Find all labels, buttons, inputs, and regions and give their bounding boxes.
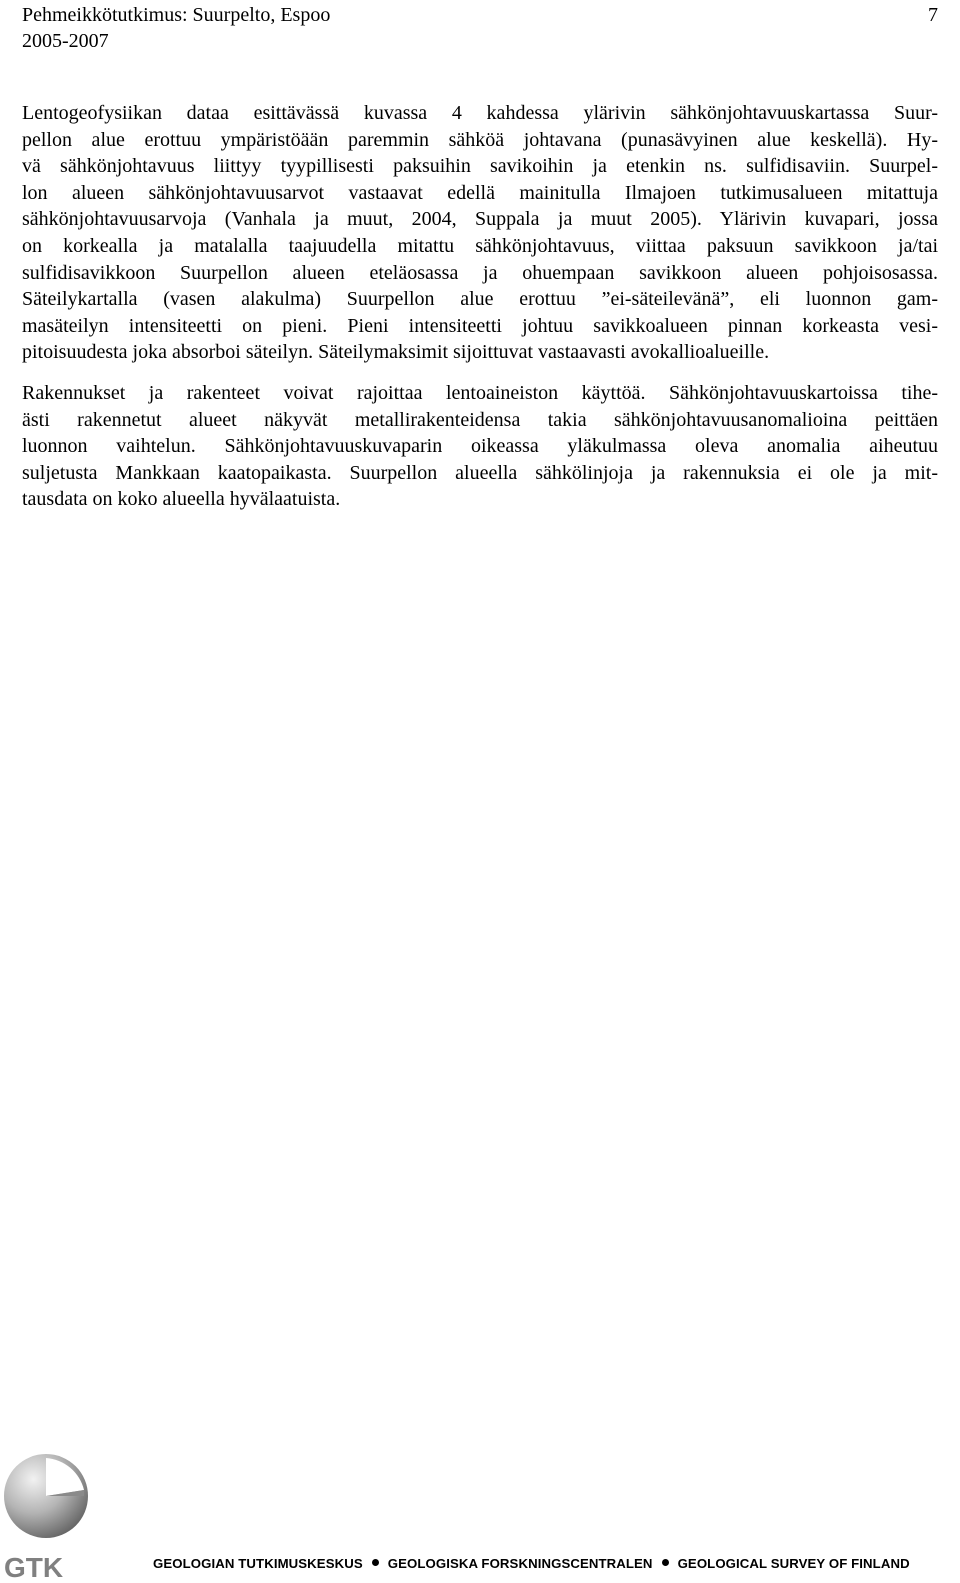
text-line: on korkealla ja matalalla taajuudella mitattu sähkönjohtavuus, viittaa paksuun savikkoon ja/tai: [22, 234, 938, 257]
text-line: tausdata on koko alueella hyvälaatuista.: [22, 488, 341, 511]
date-range: 2005-2007: [22, 30, 109, 52]
text-line: Lentogeofysiikan dataa esittävässä kuvassa 4 kahdessa ylärivin sähkönjohtavuuskartassa Suur-: [22, 102, 938, 124]
logo-text: GTK: [4, 1552, 64, 1583]
organization-names: [153, 1556, 943, 1571]
org-name-finnish: GEOLOGIAN TUTKIMUSKESKUS: [153, 1556, 363, 1571]
org-name-english: GEOLOGICAL SURVEY OF FINLAND: [677, 1556, 910, 1571]
org-name-swedish: GEOLOGISKA FORSKNINGSCENTRALEN: [387, 1556, 653, 1571]
page-footer: [0, 1450, 960, 1583]
text-line: Rakennukset ja rakenteet voivat rajoittaa lentoaineiston käyttöä. Sähkönjohtavuuskartoissa tihe-: [22, 381, 938, 404]
text-line: masäteilyn intensiteetti on pieni. Pieni intensiteetti johtuu savikkoalueen pinnan korkeasta vesi-: [22, 314, 938, 337]
separator-dot-icon: [372, 1559, 379, 1566]
text-line: sähkönjohtavuusarvoja (Vanhala ja muut, 2004, Suppala ja muut 2005). Ylärivin kuvapari, jossa: [22, 208, 938, 231]
text-line: ästi rakennetut alueet näkyvät metallirakenteidensa takia sähkönjohtavuusanomalioina peittäen: [22, 408, 938, 431]
paragraph-buildings: [22, 380, 938, 513]
text-line: lon alueen sähkönjohtavuusarvot vastaavat edellä mainitulla Ilmajoen tutkimusalueen mitattuja: [22, 181, 938, 204]
body-text: [22, 100, 938, 527]
page-number: 7: [928, 4, 938, 26]
header-row: [22, 2, 938, 28]
text-line: pitoisuudesta joka absorboi säteilyn. Säteilymaksimit sijoittuvat vastaavasti avokallioalueille.: [22, 341, 770, 364]
separator-dot-icon: [662, 1559, 669, 1566]
paragraph-geophysics: [22, 100, 938, 366]
text-line: sulfidisavikkoon Suurpellon alueen eteläosassa ja ohuempaan savikkoon alueen pohjoisosassa.: [22, 261, 938, 284]
text-line: vä sähkönjohtavuus liittyy tyypillisesti paksuihin savikoihin ja etenkin ns. sulfidisaviin. Suurpel-: [22, 155, 938, 178]
text-line: suljetusta Mankkaan kaatopaikasta. Suurpellon alueella sähkölinjoja ja rakennuksia ei ole ja mit-: [22, 461, 938, 484]
text-line: Säteilykartalla (vasen alakulma) Suurpellon alue erottuu ”ei-säteilevänä”, eli luonnon gam-: [22, 288, 938, 311]
document-title: Pehmeikkötutkimus: Suurpelto, Espoo: [22, 4, 331, 26]
text-line: pellon alue erottuu ympäristöään paremmin sähköä johtavana (punasävyinen alue keskellä). Hy-: [22, 128, 938, 151]
page-header: [22, 2, 938, 54]
gtk-logo: [0, 1450, 98, 1583]
text-line: luonnon vaihtelun. Sähkönjohtavuuskuvaparin oikeassa yläkulmassa oleva anomalia aiheutuu: [22, 435, 938, 458]
